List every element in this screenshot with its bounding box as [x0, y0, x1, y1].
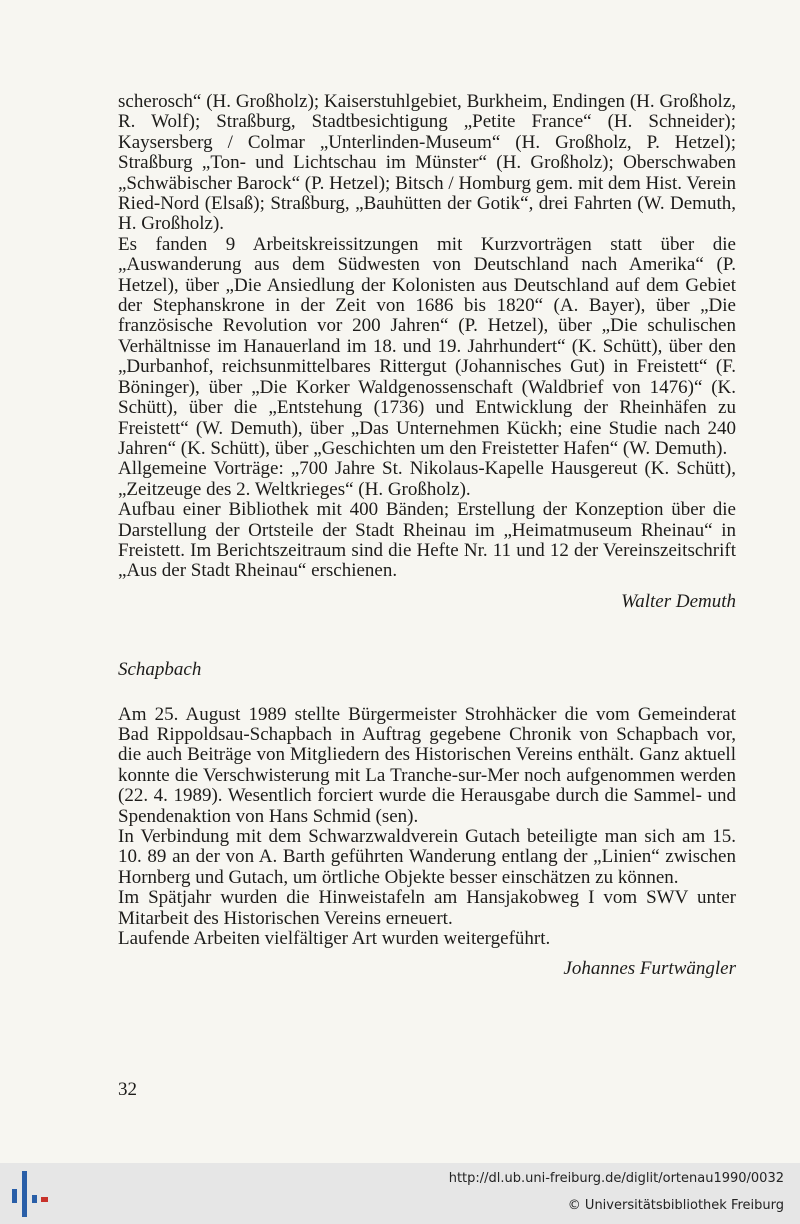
signature-walter-demuth: Walter Demuth — [621, 590, 736, 612]
signature-johannes-furtwaengler: Johannes Furtwängler — [563, 958, 736, 980]
paragraph-ongoing-work: Laufende Arbeiten vielfältiger Art wurden weitergeführt. — [118, 928, 551, 950]
section-heading-schapbach: Schapbach — [118, 659, 202, 681]
copyright-text: © Universitätsbibliothek Freiburg — [567, 1198, 784, 1213]
paragraph-hike: In Verbindung mit dem Schwarzwaldverein Gutach beteiligte man sich am 15. 10. 89 an der von A. Barth geführten Wanderung entlang der „Linien“ zwischen Hornberg und Gutach, um örtliche Objekte besser einschätzen zu können. — [118, 826, 736, 888]
library-logo-icon — [8, 1169, 52, 1219]
page-body — [118, 92, 736, 980]
paragraph-library: Aufbau einer Bibliothek mit 400 Bänden; Erstellung der Konzeption über die Darstellung der Ortsteile der Stadt Rheinau im „Heimatmuseum Rheinau“ in Freistett. Im Berichtszeitraum sind die Hefte Nr. 11 und 12 der Vereinszeitschrift „Aus der Stadt Rheinau“ erschienen. — [118, 499, 736, 582]
paragraph-chronicle: Am 25. August 1989 stellte Bürgermeister Strohhäcker die vom Gemeinderat Bad Rippoldsau-Schapbach in Auftrag gegebene Chronik von Schapbach vor, die auch Beiträge von Mitgliedern des Historischen Vereins enthält. Ganz aktuell konnte die Verschwisterung mit La Tranche-sur-Mer noch aufgenommen werden (22. 4. 1989). Wesentlich forciert wurde die Herausgabe durch die Sammel- und Spendenaktion von Hans Schmid (sen). — [118, 703, 736, 827]
footer-bar — [0, 1163, 800, 1224]
source-url-link[interactable]: http://dl.ub.uni-freiburg.de/diglit/ortenau1990/0032 — [448, 1171, 784, 1186]
page-number: 32 — [118, 1079, 137, 1100]
paragraph-signs: Im Spätjahr wurden die Hinweistafeln am Hansjakobweg I vom SWV unter Mitarbeit des Historischen Vereins erneuert. — [118, 887, 736, 929]
paragraph-working-group: Es fanden 9 Arbeitskreissitzungen mit Kurzvorträgen statt über die „Auswanderung aus dem Südwesten von Deutschland nach Amerika“ (P. Hetzel), über „Die Ansiedlung der Kolonisten aus Deutschland auf dem Gebiet der Stephanskrone in der Zeit von 1686 bis 1820“ (A. Bayer), über „Die französische Revolution vor 200 Jahren“ (P. Hetzel), über „Die schulischen Verhältnisse im Hanauerland im 18. und 19. Jahrhundert“ (K. Schütt), über den „Durbanhof, reichsunmittelbares Rittergut (Johannisches Gut) in Freistett“ (F. Böninger), über „Die Korker Waldgenossenschaft (Waldbrief von 1476)“ (K. Schütt), über die „Entstehung (1736) und Entwicklung der Rheinhäfen zu Freistett“ (W. Demuth), über „Das Unternehmen Kückh; eine Studie nach 240 Jahren“ (K. Schütt), über „Geschichten um den Freistetter Hafen“ (W. Demuth). — [118, 233, 736, 459]
paragraph-general-lectures: Allgemeine Vorträge: „700 Jahre St. Nikolaus-Kapelle Hausgereut (K. Schütt), „Zeitzeuge des 2. Weltkrieges“ (H. Großholz). — [118, 458, 736, 500]
paragraph-excursions: scherosch“ (H. Großholz); Kaiserstuhlgebiet, Burkheim, Endingen (H. Großholz, R. Wolf); Straßburg, Stadtbesichtigung „Petite France“ (H. Schneider); Kaysersberg / Colmar „Unterlinden-Museum“ (H. Großholz, P. Hetzel); Straßburg „Ton- und Lichtschau im Münster“ (H. Großholz); Oberschwaben „Schwäbischer Barock“ (P. Hetzel); Bitsch / Homburg gem. mit dem Hist. Verein Ried-Nord (Elsaß); Straßburg, „Bauhütten der Gotik“, drei Fahrten (W. Demuth, H. Großholz). — [118, 91, 736, 235]
